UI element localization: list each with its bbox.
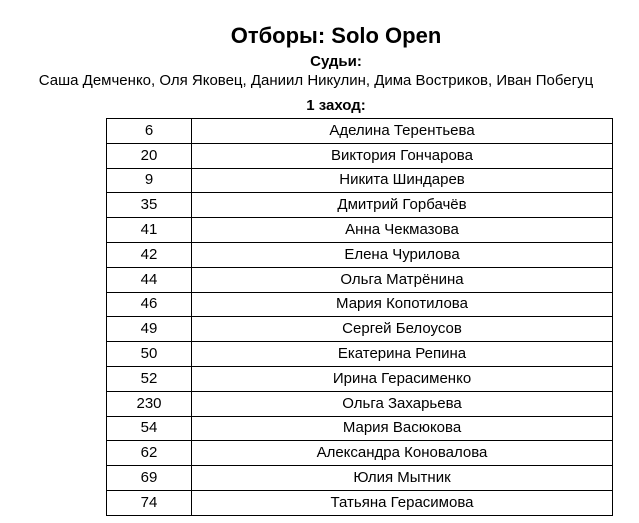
competitor-name: Никита Шиндарев [192,168,613,193]
competitor-number: 49 [107,317,192,342]
competitor-number: 46 [107,292,192,317]
competitor-name: Александра Коновалова [192,441,613,466]
competitor-name: Елена Чурилова [192,242,613,267]
competitor-number: 62 [107,441,192,466]
competitor-name: Анна Чекмазова [192,218,613,243]
table-row [107,441,613,466]
table-row [107,143,613,168]
table-row [107,366,613,391]
competitor-name: Ольга Захарьева [192,391,613,416]
table-row [107,242,613,267]
competitor-number: 44 [107,267,192,292]
table-row [107,168,613,193]
heat-label: 1 заход: [306,97,366,114]
competitor-name: Мария Копотилова [192,292,613,317]
competitor-number: 6 [107,119,192,144]
competitor-name: Мария Васюкова [192,416,613,441]
table-row [107,466,613,491]
competitor-number: 54 [107,416,192,441]
competitor-number: 41 [107,218,192,243]
competitor-name: Виктория Гончарова [192,143,613,168]
document-title: Отборы: Solo Open [230,23,442,48]
competitor-number: 52 [107,366,192,391]
competitor-name: Юлия Мытник [192,466,613,491]
judges-label: Судьи: [310,53,362,70]
competitor-name: Дмитрий Горбачёв [192,193,613,218]
competitor-name: Аделина Терентьева [192,119,613,144]
competitor-number: 230 [107,391,192,416]
heat-roster-table [106,118,613,516]
table-row [107,416,613,441]
competitor-number: 50 [107,342,192,367]
competitor-name: Ирина Герасименко [192,366,613,391]
competitor-name: Ольга Матрёнина [192,267,613,292]
table-row [107,490,613,515]
competitor-number: 74 [107,490,192,515]
competitor-number: 69 [107,466,192,491]
competitor-name: Екатерина Репина [192,342,613,367]
table-row [107,391,613,416]
table-row [107,267,613,292]
judges-list: Саша Демченко, Оля Яковец, Даниил Никулин, Дима Востриков, Иван Побегуц [38,72,594,89]
competitor-name: Татьяна Герасимова [192,490,613,515]
table-row [107,317,613,342]
competitor-name: Сергей Белоусов [192,317,613,342]
competitor-number: 35 [107,193,192,218]
table-row [107,218,613,243]
competitor-number: 9 [107,168,192,193]
competitor-number: 20 [107,143,192,168]
table-row [107,292,613,317]
table-row [107,193,613,218]
table-row [107,119,613,144]
competitor-number: 42 [107,242,192,267]
table-row [107,342,613,367]
